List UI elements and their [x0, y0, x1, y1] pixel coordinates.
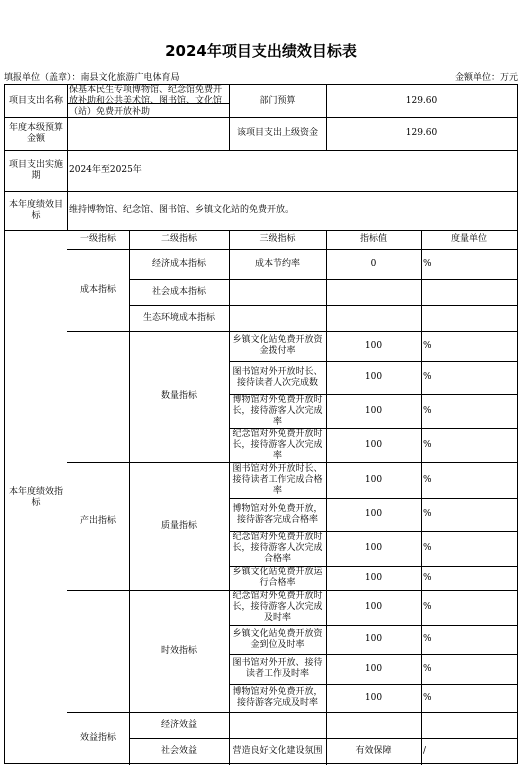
row-value: 100	[364, 692, 383, 703]
dept-budget-value: 129.60	[405, 95, 438, 106]
level2-quantity: 数量指标	[160, 391, 197, 401]
level2-timeliness: 时效指标	[160, 645, 197, 656]
row-unit: /	[423, 746, 427, 756]
table-row: 纪念馆对外免费开放时长，接待游客人次完成合格率	[232, 532, 323, 564]
table-row: 图书馆对外开放时长、接待读者人次完成数	[232, 366, 323, 388]
table-row: 图书馆对外开放时长、接待读者工作完成合格率	[232, 463, 323, 496]
row-value: 100	[364, 663, 383, 674]
row-value: 100	[364, 405, 383, 416]
annual-budget-label: 年度本级预算金额	[8, 122, 63, 144]
level2-eco-cost: 生态环境成本指标	[142, 312, 215, 323]
row-value: 100	[364, 634, 383, 644]
row-unit: %	[423, 372, 432, 382]
money-unit: 金额单位：万元	[454, 73, 518, 83]
header-unit: 度量单位	[450, 234, 487, 244]
table-row: 乡镇文化站免费开放资金到位及时率	[232, 628, 323, 650]
table-row: 博物馆对外免费开放，接待游客完成合格率	[232, 503, 323, 525]
table-row: 博物馆对外免费开放时长，接待游客人次完成率	[232, 394, 323, 427]
table-row: 乡镇文化站免费开放运行合格率	[232, 567, 323, 588]
row-unit: %	[423, 692, 432, 703]
row-value: 100	[364, 543, 383, 553]
row-value: 100	[364, 372, 383, 382]
indicator-side-label: 本年度绩效指标	[8, 486, 63, 508]
table-row: 营造良好文化建设氛围	[232, 746, 323, 756]
level1-cost: 成本指标	[79, 284, 116, 295]
period-label: 项目支出实施期	[8, 159, 63, 181]
performance-table	[4, 84, 518, 764]
level2-economic-benefit: 经济效益	[160, 719, 197, 730]
row-value: 100	[364, 509, 383, 519]
level2-quality: 质量指标	[160, 520, 197, 531]
level1-output: 产出指标	[79, 516, 116, 526]
filing-unit: 填报单位（盖章）：南县文化旅游广电体育局	[4, 73, 180, 83]
table-row: 图书馆对外开放、接待读者工作及时率	[232, 658, 323, 679]
row-unit: %	[423, 474, 432, 485]
row-value: 100	[364, 474, 383, 485]
table-row: 成本节约率	[254, 258, 300, 269]
table-row: 乡镇文化站免费开放资金拨付率	[232, 335, 323, 356]
upper-funds-label: 该项目支出上级资金	[236, 128, 318, 138]
row-unit: %	[423, 543, 432, 553]
row-unit: %	[423, 258, 432, 269]
level2-social-cost: 社会成本指标	[151, 286, 206, 297]
project-name-label: 项目支出名称	[8, 95, 63, 106]
table-row: 纪念馆对外免费开放时长，接待游客人次完成及时率	[232, 591, 323, 623]
row-value: 有效保障	[355, 746, 392, 756]
row-unit: %	[423, 572, 432, 583]
table-row: 博物馆对外免费开放，接待游客完成及时率	[232, 687, 323, 708]
row-unit: %	[423, 405, 432, 416]
row-unit: %	[423, 602, 432, 612]
row-unit: %	[423, 663, 432, 674]
dept-budget-label: 部门预算	[259, 95, 296, 106]
row-value: 100	[364, 439, 383, 450]
goal-value: 维持博物馆、纪念馆、图书馆、乡镇文化站的免费开放。	[69, 205, 295, 215]
level1-benefit: 效益指标	[79, 733, 116, 743]
row-value: 100	[364, 602, 383, 612]
row-value: 0	[370, 258, 377, 269]
period-value: 2024年至2025年	[69, 165, 142, 175]
upper-funds-value: 129.60	[405, 128, 438, 138]
table-row: 纪念馆对外免费开放时长，接待游客人次完成率	[232, 428, 323, 461]
goal-label: 本年度绩效目标	[8, 199, 63, 221]
row-unit: %	[423, 509, 432, 519]
header-level2: 二级指标	[160, 234, 197, 244]
level2-social-benefit: 社会效益	[160, 746, 197, 756]
project-name: 保基本民生专项博物馆、纪念馆免费开放补助和公共美术馆、图书馆、文化馆（站）免费开放补助	[69, 84, 223, 117]
row-unit: %	[423, 439, 432, 450]
header-level3: 三级指标	[259, 234, 296, 244]
header-value: 指标值	[359, 234, 387, 244]
row-value: 100	[364, 572, 383, 583]
header-level1: 一级指标	[79, 234, 116, 244]
row-value: 100	[364, 340, 383, 351]
row-unit: %	[423, 634, 432, 644]
page-title: 2024年项目支出绩效目标表	[165, 42, 357, 60]
level2-economic-cost: 经济成本指标	[151, 258, 206, 269]
row-unit: %	[423, 340, 432, 351]
